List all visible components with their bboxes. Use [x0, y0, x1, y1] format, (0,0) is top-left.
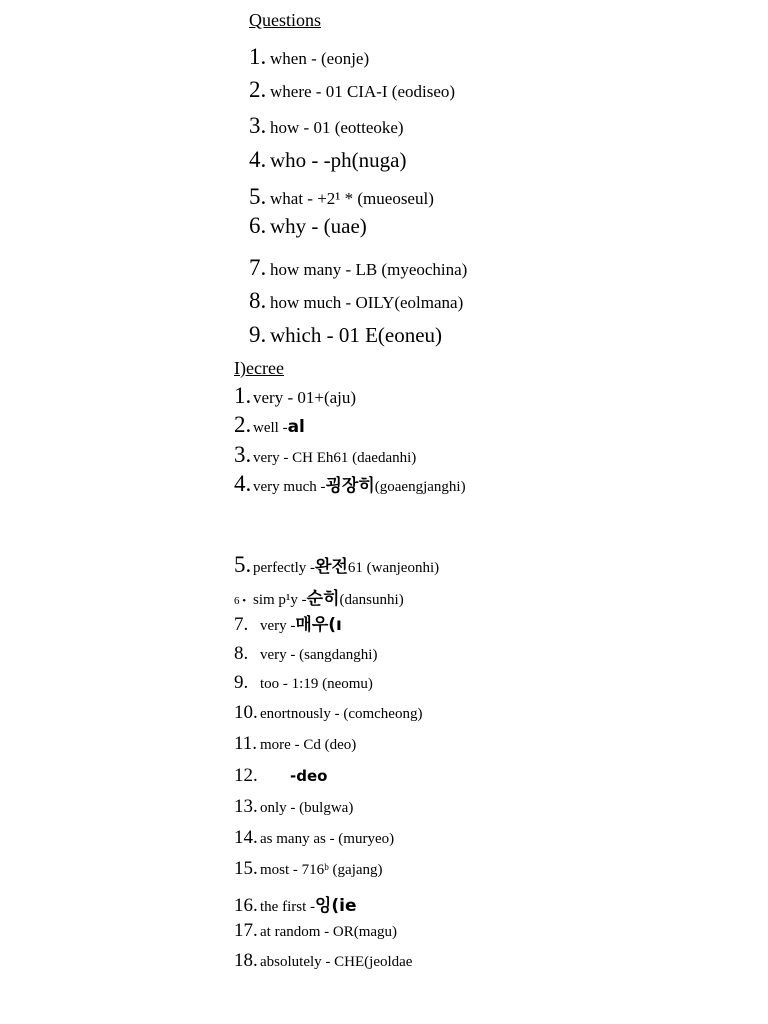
- item-text: the first -: [260, 899, 315, 915]
- item-number: 11.: [234, 733, 258, 754]
- item-text: most - 716ᵇ (gajang): [260, 862, 383, 878]
- item-text: very -: [260, 618, 296, 634]
- item-number: 5.: [234, 552, 252, 577]
- item-text: how many - LB (myeochina): [270, 260, 468, 279]
- item-number: 8.: [234, 643, 249, 664]
- item-text: very - 01+(aju): [253, 388, 357, 407]
- item-number: 17.: [234, 920, 258, 941]
- item-number: 14.: [234, 827, 258, 848]
- list-item: [234, 796, 353, 818]
- item-number: 1.: [249, 44, 267, 69]
- list-item: [234, 383, 356, 409]
- list-item: [249, 147, 406, 173]
- item-number: 12.: [234, 765, 258, 786]
- item-number: 10.: [234, 702, 258, 723]
- item-number: 15.: [234, 858, 258, 879]
- item-number: 2.: [234, 412, 252, 437]
- list-item: [249, 44, 369, 70]
- decree-heading: I)ecree: [234, 358, 284, 378]
- item-text: how - 01 (eotteoke): [270, 118, 404, 137]
- item-number: 9.: [234, 672, 249, 693]
- questions-heading: Questions: [249, 10, 321, 30]
- korean-text: al: [287, 417, 305, 437]
- list-item: [249, 77, 455, 103]
- item-number: 3.: [249, 113, 267, 138]
- item-text: more - Cd (deo): [260, 737, 357, 753]
- item-text: only - (bulgwa): [260, 800, 354, 816]
- item-text: when - (eonje): [270, 49, 370, 68]
- item-romanization: (goaengjanghi): [374, 479, 466, 495]
- list-item: [234, 643, 377, 665]
- item-number: 2.: [249, 77, 267, 102]
- item-text: who - -ph(nuga): [270, 148, 407, 172]
- korean-text: 잉(ie: [314, 896, 357, 916]
- item-text: absolutely - CHE(jeoldae: [260, 954, 413, 970]
- list-item: [234, 733, 356, 755]
- korean-text: -deo: [290, 767, 328, 785]
- list-item: [234, 891, 357, 917]
- item-number: 4.: [249, 147, 267, 172]
- list-item: [234, 827, 394, 849]
- list-item: [234, 920, 397, 942]
- item-number: 7.: [234, 614, 249, 635]
- list-item: [234, 552, 439, 578]
- item-text: very - CH Eh61 (daedanhi): [253, 450, 417, 466]
- item-number: 6.: [249, 213, 267, 238]
- list-item: [234, 702, 422, 724]
- item-number: 5.: [249, 184, 267, 209]
- item-romanization: (dansunhi): [339, 592, 404, 608]
- korean-text: 순히: [306, 589, 340, 609]
- list-item: [234, 950, 412, 972]
- list-item: [249, 255, 467, 281]
- list-item: [234, 442, 416, 468]
- item-text: how much - OILY(eolmana): [270, 293, 464, 312]
- item-number: 6 •: [234, 595, 247, 607]
- list-item: [234, 858, 383, 880]
- korean-text: 매우(ı: [295, 615, 342, 635]
- list-item: [234, 672, 373, 694]
- item-number: 3.: [234, 442, 252, 467]
- list-item: [249, 113, 404, 139]
- list-item: [234, 471, 466, 497]
- list-item: [249, 213, 367, 239]
- list-item: [249, 288, 463, 314]
- item-text: very much -: [253, 479, 326, 495]
- list-item: [249, 184, 434, 210]
- list-item: [234, 412, 305, 438]
- item-number: 4.: [234, 471, 252, 496]
- item-text: perfectly -: [253, 560, 316, 576]
- korean-text: 굉장히: [325, 476, 375, 496]
- list-item: [249, 322, 442, 348]
- item-text: too - 1:19 (neomu): [260, 676, 373, 692]
- item-number: 8.: [249, 288, 267, 313]
- item-text: as many as - (muryeo): [260, 831, 395, 847]
- list-item: [234, 765, 327, 787]
- item-number: 18.: [234, 950, 258, 971]
- item-number: 7.: [249, 255, 267, 280]
- item-romanization: 61 (wanjeonhi): [347, 560, 440, 576]
- korean-text: 완전: [315, 557, 348, 577]
- item-number: 16.: [234, 895, 258, 916]
- item-text: sim p¹y -: [253, 592, 307, 608]
- item-text: well -: [253, 420, 288, 436]
- item-number: 13.: [234, 796, 258, 817]
- item-text: enortnously - (comcheong): [260, 706, 423, 722]
- item-text: which - 01 E(eoneu): [270, 323, 443, 347]
- item-text: very - (sangdanghi): [260, 647, 378, 663]
- item-text: where - 01 CIA-I (eodiseo): [270, 82, 456, 101]
- item-number: 1.: [234, 383, 252, 408]
- item-number: 9.: [249, 322, 267, 347]
- list-item: [234, 610, 342, 636]
- list-item: [234, 584, 404, 609]
- item-text: at random - OR(magu): [260, 924, 398, 940]
- item-text: what - +2¹ * (mueoseul): [270, 189, 434, 208]
- item-text: why - (uae): [270, 214, 367, 238]
